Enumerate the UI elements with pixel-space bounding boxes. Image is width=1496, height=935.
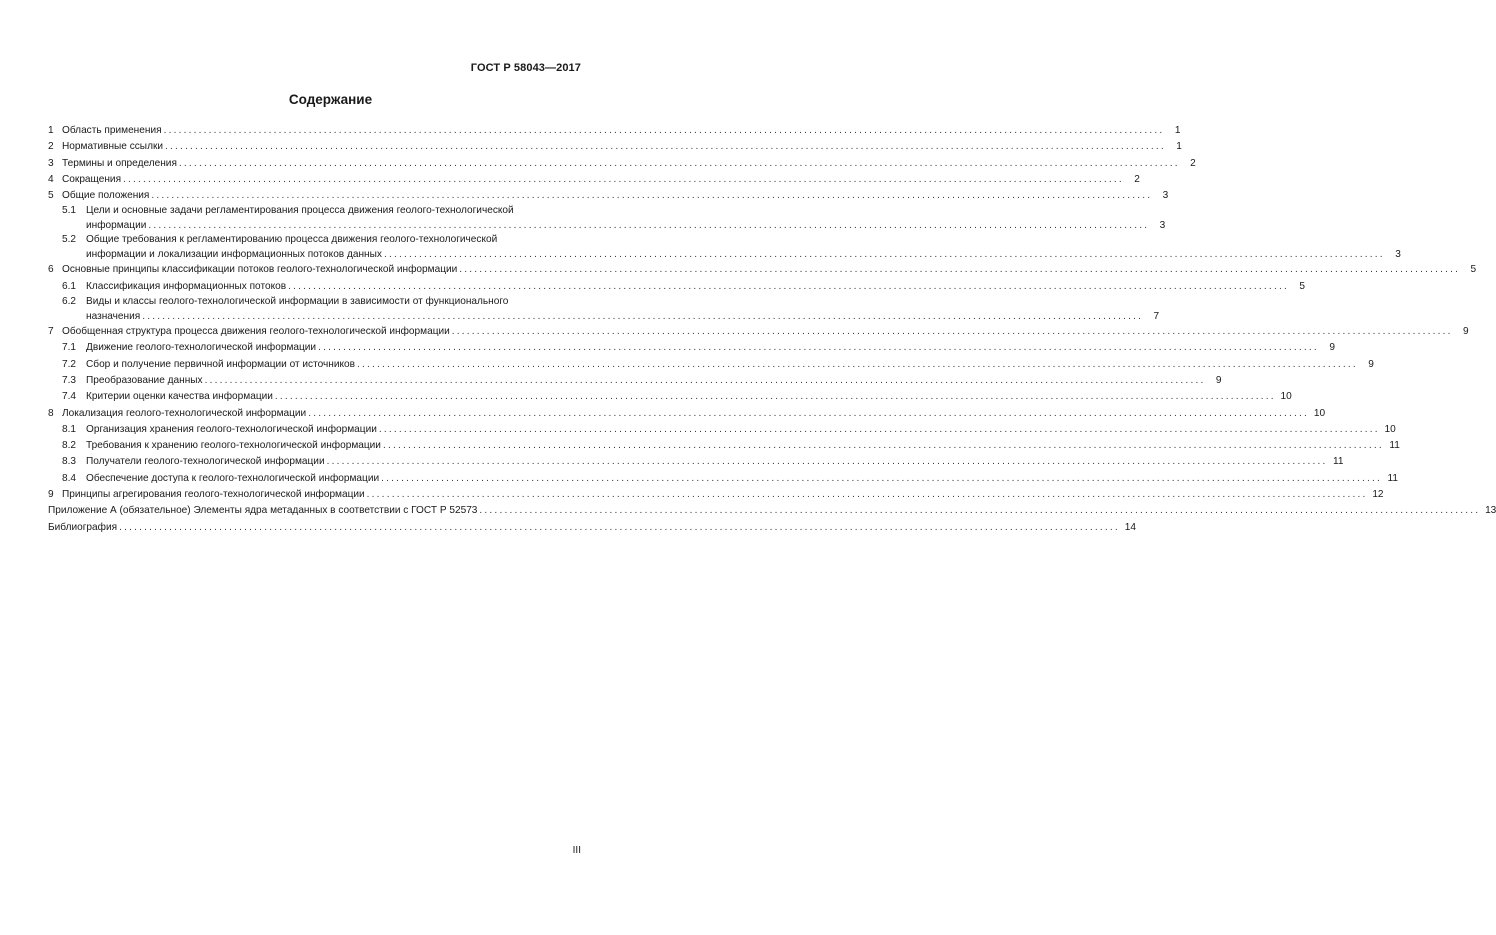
page-number: III bbox=[572, 845, 581, 856]
toc-entry-page: 1 bbox=[1176, 141, 1182, 153]
dot-leader: ........................................................................................................................................................................................................ bbox=[318, 342, 1319, 354]
dot-leader: ........................................................................................................................................................................................................ bbox=[178, 157, 1180, 169]
toc-entry-bibliography[interactable] bbox=[48, 520, 1136, 536]
toc-entry-number: 7.4 bbox=[62, 391, 77, 403]
toc-entry-8-1[interactable] bbox=[48, 422, 1396, 438]
dot-leader: ........................................................................................................................................................................................................ bbox=[383, 248, 1385, 260]
toc-entry-2[interactable] bbox=[48, 139, 1182, 155]
dot-leader: ........................................................................................................................................................................................................ bbox=[459, 264, 1461, 276]
toc-entry-5-1[interactable] bbox=[48, 204, 1166, 233]
toc-entry-7-3[interactable] bbox=[48, 373, 1222, 389]
toc-entry-number: 9 bbox=[48, 489, 54, 501]
toc-entry-page: 12 bbox=[1372, 489, 1384, 501]
toc-entry-number: 5.1 bbox=[62, 205, 77, 217]
toc-entry-number: 3 bbox=[48, 157, 54, 169]
toc-entry-3[interactable] bbox=[48, 156, 1196, 172]
toc-entry-title: Нормативные ссылки bbox=[62, 141, 164, 153]
toc-entry-title-continued: назначения bbox=[86, 310, 141, 322]
toc-entry-8-2[interactable] bbox=[48, 438, 1400, 454]
toc-entry-number: 7 bbox=[48, 326, 54, 338]
toc-entry-7-4[interactable] bbox=[48, 389, 1292, 405]
toc-entry-number: 4 bbox=[48, 173, 54, 185]
table-of-contents bbox=[48, 123, 1496, 536]
toc-entry-5[interactable] bbox=[48, 188, 1169, 204]
toc-entry-title: Библиография bbox=[48, 521, 118, 533]
toc-entry-page: 1 bbox=[1174, 125, 1181, 136]
toc-entry-title: Термины и определения bbox=[62, 157, 177, 169]
toc-entry-title: Цели и основные задачи регламентирования процесса движения геолого-технологической bbox=[86, 205, 514, 217]
toc-entry-page: 7 bbox=[1153, 310, 1160, 322]
toc-entry-page: 3 bbox=[1159, 219, 1166, 231]
toc-entry-page: 9 bbox=[1368, 358, 1374, 370]
dot-leader: ........................................................................................................................................................................................................ bbox=[378, 423, 1380, 435]
dot-leader: ........................................................................................................................................................................................................ bbox=[451, 326, 1453, 338]
toc-entry-8-4[interactable] bbox=[48, 471, 1398, 487]
toc-entry-title: Движение геолого-технологической информации bbox=[86, 342, 317, 354]
toc-entry-title: Общие положения bbox=[62, 190, 150, 202]
toc-entry-6[interactable] bbox=[48, 262, 1477, 278]
toc-entry-number: 8.1 bbox=[62, 423, 77, 435]
dot-leader: ........................................................................................................................................................................................................ bbox=[381, 472, 1382, 484]
toc-entry-page: 13 bbox=[1485, 505, 1496, 517]
dot-leader: ........................................................................................................................................................................................................ bbox=[204, 374, 1206, 386]
toc-entry-8-3[interactable] bbox=[48, 454, 1344, 470]
toc-entry-page: 2 bbox=[1134, 173, 1140, 185]
toc-entry-6-1[interactable] bbox=[48, 279, 1305, 295]
dot-leader: ........................................................................................................................................................................................................ bbox=[274, 391, 1276, 403]
toc-entry-number: 2 bbox=[48, 141, 54, 153]
dot-leader: ........................................................................................................................................................................................................ bbox=[326, 456, 1328, 468]
dot-leader: ........................................................................................................................................................................................................ bbox=[356, 358, 1358, 370]
document-code: ГОСТ Р 58043—2017 bbox=[470, 62, 581, 74]
toc-entry-page: 9 bbox=[1329, 342, 1335, 354]
toc-entry-page: 10 bbox=[1384, 423, 1396, 435]
toc-entry-title-continued: информации bbox=[86, 219, 147, 231]
toc-entry-page: 9 bbox=[1463, 326, 1469, 338]
toc-entry-title: Принципы агрегирования геолого-технологической информации bbox=[62, 489, 365, 501]
toc-entry-title: Приложение А (обязательное) Элементы ядра метаданных в соответствии с ГОСТ Р 52573 bbox=[48, 505, 478, 517]
dot-leader: ........................................................................................................................................................................................................ bbox=[123, 173, 1124, 185]
toc-entry-number: 7.1 bbox=[62, 342, 77, 354]
toc-entry-title: Локализация геолого-технологической информации bbox=[62, 407, 307, 419]
toc-entry-number: 5 bbox=[48, 190, 54, 202]
toc-entry-9[interactable] bbox=[48, 487, 1384, 503]
toc-entry-page: 11 bbox=[1389, 440, 1400, 452]
dot-leader: ........................................................................................................................................................................................................ bbox=[165, 141, 1166, 153]
toc-entry-title: Область применения bbox=[62, 125, 162, 136]
toc-entry-page: 3 bbox=[1395, 248, 1401, 260]
toc-entry-appendix-a[interactable] bbox=[48, 503, 1496, 519]
toc-entry-title: Обобщенная структура процесса движения геолого-технологической информации bbox=[62, 326, 450, 338]
toc-entry-7[interactable] bbox=[48, 324, 1469, 340]
toc-entry-title: Требования к хранению геолого-технологической информации bbox=[86, 440, 381, 452]
dot-leader: ........................................................................................................................................................................................................ bbox=[148, 219, 1150, 231]
toc-entry-number: 7.2 bbox=[62, 358, 77, 370]
toc-entry-number: 8.4 bbox=[62, 472, 77, 484]
toc-entry-page: 5 bbox=[1299, 280, 1305, 292]
toc-entry-title: Классификация информационных потоков bbox=[86, 280, 287, 292]
toc-entry-page: 10 bbox=[1280, 391, 1292, 403]
toc-entry-number: 1 bbox=[48, 125, 54, 136]
toc-entry-title: Основные принципы классификации потоков геолого-технологической информации bbox=[62, 264, 458, 276]
toc-entry-number: 6 bbox=[48, 264, 54, 276]
toc-entry-page: 3 bbox=[1162, 190, 1169, 202]
toc-title: Содержание bbox=[288, 92, 373, 107]
dot-leader: ........................................................................................................................................................................................................ bbox=[382, 440, 1384, 452]
toc-entry-4[interactable] bbox=[48, 172, 1140, 188]
toc-entry-page: 9 bbox=[1215, 374, 1222, 386]
toc-entry-title: Организация хранения геолого-технологической информации bbox=[86, 423, 377, 435]
toc-entry-7-2[interactable] bbox=[48, 357, 1374, 373]
dot-leader: ........................................................................................................................................................................................................ bbox=[308, 407, 1310, 419]
toc-entry-title: Обеспечение доступа к геолого-технологической информации bbox=[86, 472, 380, 484]
dot-leader: ........................................................................................................................................................................................................ bbox=[366, 489, 1368, 501]
toc-entry-title-continued: информации и локализации информационных потоков данных bbox=[86, 248, 382, 260]
toc-entry-page: 11 bbox=[1387, 472, 1398, 484]
toc-entry-title: Общие требования к регламентированию процесса движения геолого-технологической bbox=[86, 234, 498, 246]
toc-entry-number: 8.3 bbox=[62, 456, 77, 468]
toc-entry-page: 10 bbox=[1313, 407, 1326, 419]
toc-entry-page: 14 bbox=[1124, 521, 1136, 533]
toc-entry-6-2[interactable] bbox=[48, 295, 1160, 324]
toc-entry-number: 8 bbox=[48, 407, 54, 419]
toc-entry-1[interactable] bbox=[48, 123, 1181, 139]
toc-entry-number: 7.3 bbox=[62, 374, 77, 386]
toc-entry-page: 5 bbox=[1470, 264, 1477, 276]
toc-entry-title: Получатели геолого-технологической информации bbox=[86, 456, 325, 468]
toc-entry-title: Критерии оценки качества информации bbox=[86, 391, 273, 403]
toc-entry-title: Виды и классы геолого-технологической информации в зависимости от функционального bbox=[86, 296, 509, 308]
dot-leader: ........................................................................................................................................................................................................ bbox=[142, 310, 1144, 322]
toc-entry-5-2[interactable] bbox=[48, 233, 1401, 262]
toc-entry-number: 6.2 bbox=[62, 296, 77, 308]
dot-leader: ........................................................................................................................................................................................................ bbox=[119, 521, 1120, 533]
toc-entry-number: 8.2 bbox=[62, 440, 77, 452]
toc-entry-7-1[interactable] bbox=[48, 340, 1335, 356]
toc-entry-title: Преобразование данных bbox=[86, 374, 203, 386]
toc-entry-title: Сбор и получение первичной информации от источников bbox=[86, 358, 355, 370]
dot-leader: ........................................................................................................................................................................................................ bbox=[151, 190, 1153, 202]
toc-entry-number: 5.2 bbox=[62, 234, 77, 246]
toc-entry-page: 2 bbox=[1190, 157, 1196, 169]
dot-leader: ........................................................................................................................................................................................................ bbox=[288, 280, 1289, 292]
toc-entry-number: 6.1 bbox=[62, 280, 77, 292]
toc-entry-page: 11 bbox=[1332, 456, 1344, 468]
toc-entry-title: Сокращения bbox=[62, 173, 122, 185]
dot-leader: ........................................................................................................................................................................................................ bbox=[163, 125, 1165, 136]
toc-entry-8[interactable] bbox=[48, 406, 1326, 422]
dot-leader: ........................................................................................................................................................................................................ bbox=[479, 505, 1481, 517]
